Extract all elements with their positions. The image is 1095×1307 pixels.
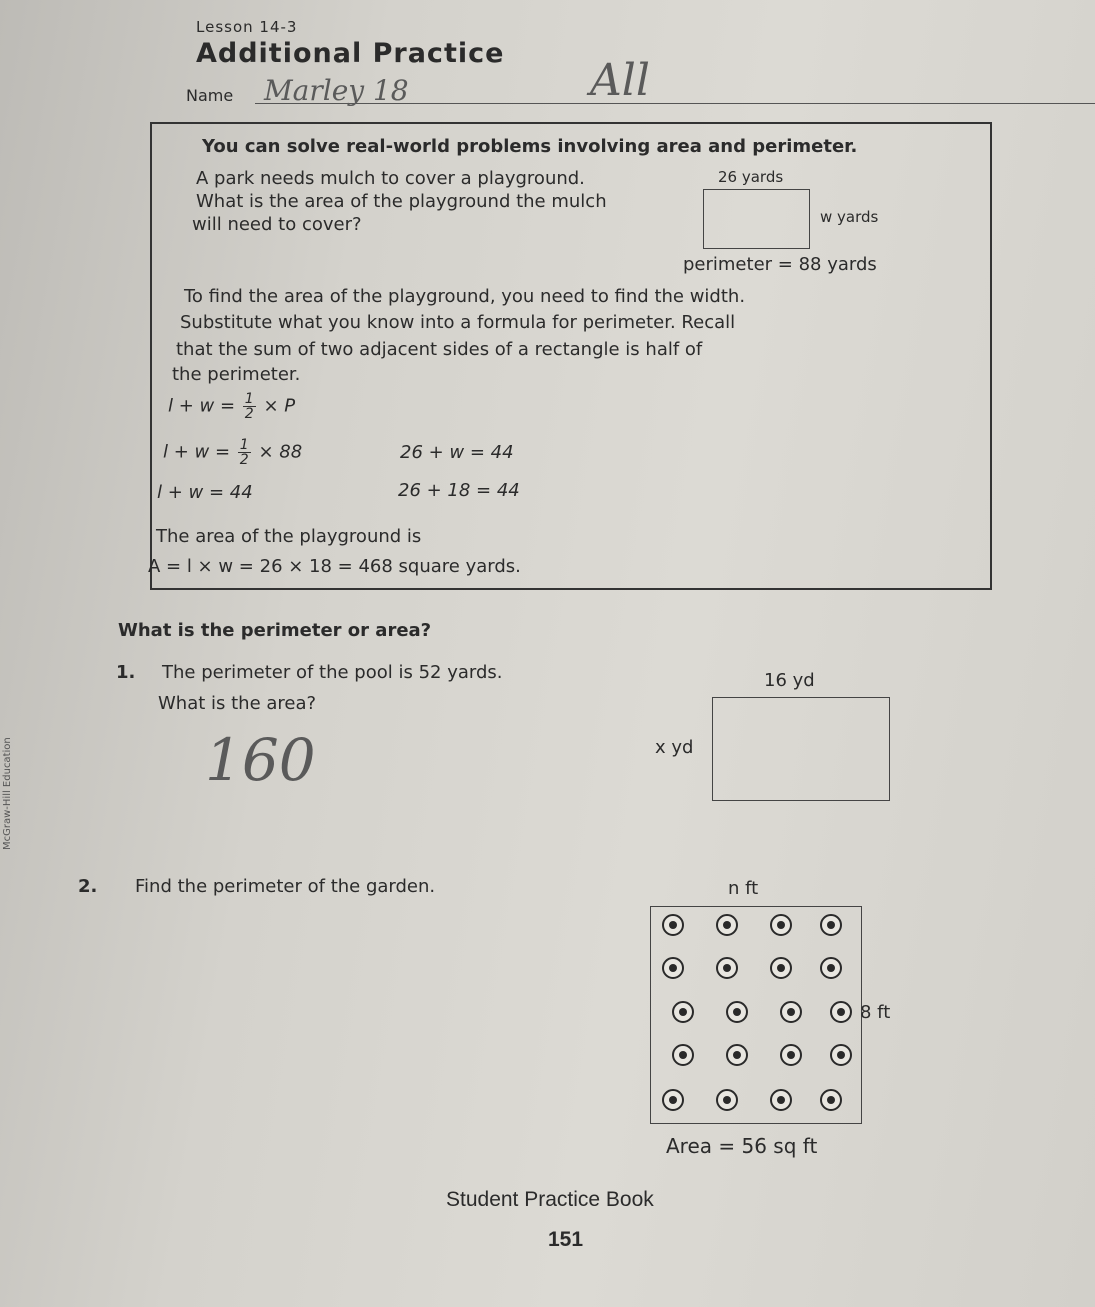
explanation-line-3: that the sum of two adjacent sides of a rectangle is half of: [176, 339, 703, 360]
book-title: Student Practice Book: [446, 1188, 654, 1211]
plant-icon: [770, 1089, 796, 1115]
q2-line-1: Find the perimeter of the garden.: [135, 876, 436, 897]
q1-line-2: What is the area?: [158, 693, 317, 714]
figure-top-label: 26 yards: [718, 168, 784, 186]
plant-icon: [662, 914, 688, 940]
equation-2b: 26 + w = 44: [400, 442, 514, 463]
plant-icon: [716, 1089, 742, 1115]
garden-side-label: 8 ft: [860, 1002, 891, 1023]
plant-icon: [662, 957, 688, 983]
fraction-half: $\frac{1}{2}$: [244, 391, 254, 422]
example-heading: You can solve real-world problems involving area and perimeter.: [202, 136, 858, 157]
q1-line-1: The perimeter of the pool is 52 yards.: [162, 662, 503, 683]
q1-number: 1.: [116, 662, 136, 683]
problem-line-2: What is the area of the playground the mulch: [196, 191, 607, 212]
explanation-line-2: Substitute what you know into a formula for perimeter. Recall: [180, 312, 736, 333]
q1-handwritten-answer: 160: [205, 726, 316, 794]
page-number: 151: [548, 1228, 584, 1251]
plant-icon: [820, 957, 846, 983]
equation-3b: 26 + 18 = 44: [398, 480, 520, 501]
fraction-half: $\frac{1}{2}$: [239, 437, 249, 468]
problem-line-1: A park needs mulch to cover a playground.: [196, 168, 585, 189]
plant-icon: [672, 1044, 698, 1070]
garden-area-label: Area = 56 sq ft: [666, 1134, 818, 1158]
equation-2: l + w = $\frac{1}{2}$ × 88: [163, 437, 303, 468]
q2-number: 2.: [78, 876, 98, 897]
equation-1: l + w = $\frac{1}{2}$ × P: [168, 391, 296, 422]
equation-3: l + w = 44: [157, 482, 253, 503]
plant-icon: [830, 1001, 856, 1027]
section-heading: What is the perimeter or area?: [118, 620, 432, 641]
explanation-line-1: To find the area of the playground, you need to find the width.: [184, 286, 746, 307]
lesson-number: Lesson 14-3: [196, 18, 298, 36]
garden-top-label: n ft: [728, 878, 759, 899]
plant-icon: [820, 1089, 846, 1115]
area-line-2: A = l × w = 26 × 18 = 468 square yards.: [148, 556, 521, 577]
plant-icon: [662, 1089, 688, 1115]
copyright-side-text: McGraw-Hill Education: [2, 737, 13, 850]
plant-icon: [770, 957, 796, 983]
plant-icon: [820, 914, 846, 940]
plant-icon: [830, 1044, 856, 1070]
perimeter-label: perimeter = 88 yards: [683, 254, 877, 275]
plant-icon: [780, 1001, 806, 1027]
page-title: Additional Practice: [196, 38, 505, 69]
plant-icon: [770, 914, 796, 940]
plant-icon: [716, 914, 742, 940]
plant-icon: [726, 1044, 752, 1070]
plant-icon: [716, 957, 742, 983]
figure-side-label: w yards: [820, 208, 879, 226]
handwritten-corner-note: All: [590, 55, 650, 106]
explanation-line-4: the perimeter.: [172, 364, 301, 385]
problem-line-3: will need to cover?: [192, 214, 362, 235]
plant-icon: [780, 1044, 806, 1070]
handwritten-name: Marley 18: [264, 74, 409, 107]
playground-rectangle: [703, 189, 810, 249]
pool-top-label: 16 yd: [764, 670, 815, 691]
plant-icon: [672, 1001, 698, 1027]
pool-side-label: x yd: [655, 737, 694, 758]
plant-icon: [726, 1001, 752, 1027]
name-label: Name: [186, 86, 234, 105]
area-line-1: The area of the playground is: [156, 526, 422, 547]
pool-rectangle: [712, 697, 890, 801]
